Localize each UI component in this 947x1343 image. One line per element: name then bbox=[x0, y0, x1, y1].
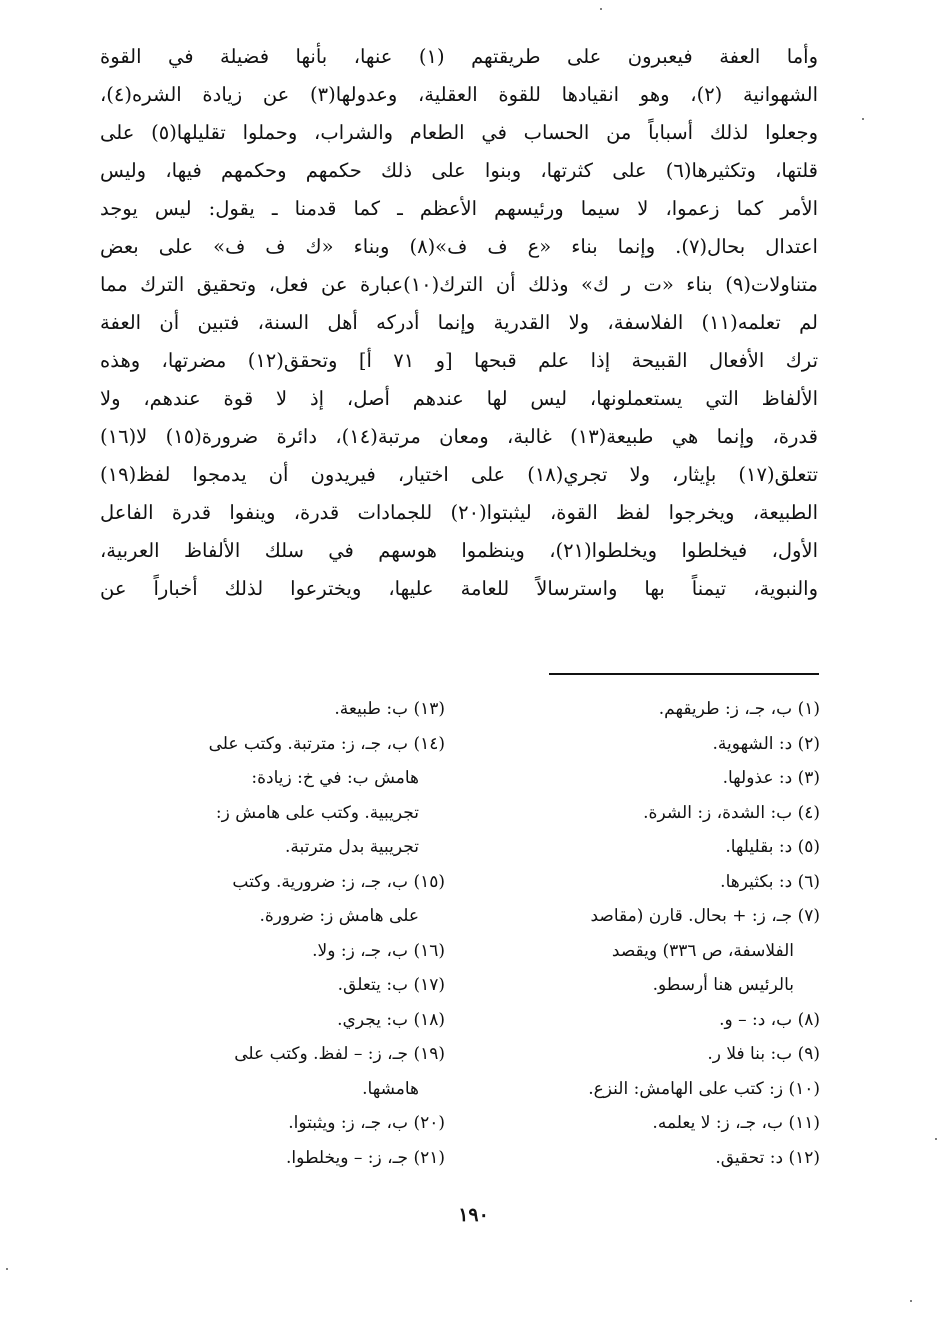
scan-speck bbox=[6, 1268, 8, 1270]
body-line: وجعلوا لذلك أسباباً من الحساب في الطعام والشراب، وحملوا تقليلها(٥) على bbox=[100, 121, 818, 144]
footnote-separator bbox=[549, 673, 819, 675]
footnote-continuation: تجريبية بدل مترتبة. bbox=[285, 837, 419, 857]
footnote-continuation: تجريبية. وكتب على هامش ز: bbox=[215, 802, 419, 823]
footnote: (١١) ب، جـ، ز: لا يعلمه. bbox=[652, 1113, 820, 1133]
body-line: تتعلق(١٧) بإيثار، ولا تجري(١٨) على اختيار، فيريدون أن يدمجوا لفظ(١٩) bbox=[100, 463, 818, 486]
footnote-continuation: بالرئيس هنا أرسطو. bbox=[652, 975, 794, 995]
footnote: (١٤) ب، جـ، ز: مترتبة. وكتب على bbox=[208, 733, 445, 754]
body-line: الألفاظ التي يستعملونها، ليس لها عندهم أصل، إذ لا قوة عندهم، ولا bbox=[100, 387, 818, 410]
body-line: ترك الأفعال القبيحة إذا علم قبحها [و ٧١ أ] وتحقق(١٢) مضرتها، وهذه bbox=[100, 349, 818, 372]
footnote: (١٨) ب: يجري. bbox=[337, 1009, 445, 1030]
footnote: (٢) د: الشهوية. bbox=[712, 733, 820, 754]
footnote: (٩) ب: بنا فلا ر. bbox=[707, 1044, 820, 1064]
footnote: (١٧) ب: يتعلق. bbox=[337, 975, 445, 995]
body-line: الأول، فيخلطوا ويخلطوا(٢١)، وينظموا هوسهم في سلك الألفاظ العربية، bbox=[100, 539, 818, 562]
footnote: (٧) جـ، ز: + بحال. قارن (مقاصد bbox=[590, 906, 820, 926]
footnote: (٨) ب، د: – و. bbox=[719, 1009, 820, 1030]
footnote: (١) ب، جـ، ز: طريقهم. bbox=[658, 699, 820, 719]
scan-speck bbox=[910, 1300, 912, 1302]
body-line: اعتدال بحال(٧). وإنما بناء «ع ف ف»(٨) وبناء «ك ف ف» على بعض bbox=[100, 235, 818, 258]
footnote: (١٩) جـ، ز: – لفظ. وكتب على bbox=[234, 1044, 445, 1064]
footnote: (٢٠) ب، جـ، ز: ويثبتوا. bbox=[288, 1113, 445, 1133]
body-line: وأما العفة فيعبرون على طريقتهم (١) عنها، بأنها فضيلة في القوة bbox=[100, 45, 818, 68]
scan-speck bbox=[935, 1138, 937, 1140]
footnote: (٢١) جـ، ز: – ويخلطوا. bbox=[286, 1147, 445, 1168]
footnote: (٥) د: بقليلها. bbox=[725, 837, 820, 857]
footnote: (١٥) ب، جـ، ز: ضرورية. وكتب bbox=[232, 871, 445, 892]
footnote: (٤) ب: الشدة، ز: الشرة. bbox=[643, 802, 820, 823]
footnote: (١٦) ب، جـ، ز: ولا. bbox=[312, 940, 445, 961]
page-number: ١٩٠ bbox=[458, 1204, 489, 1226]
body-line: قدرة، وإنما هي طبيعة(١٣) غالبة، ومعان مرتبة(١٤)، دائرة ضرورة(١٥) لا(١٦) bbox=[100, 425, 818, 448]
footnote-continuation: هامشها. bbox=[362, 1078, 419, 1099]
footnote: (١٢) د: تحقيق. bbox=[715, 1147, 820, 1168]
body-line: الأمر كما زعموا، لا سيما ورئيسهم الأعظم ـ كما قدمنا ـ يقول: ليس يوجد bbox=[100, 197, 818, 220]
body-line: متناولات(٩) بناء «ت ر ك» وذلك أن الترك(١٠)عبارة عن فعل، وتحقيق الترك مما bbox=[100, 273, 818, 296]
body-text bbox=[100, 38, 818, 608]
footnote: (٣) د: عذولها. bbox=[722, 768, 820, 788]
footnote: (٦) د: بكثيرها. bbox=[720, 871, 820, 892]
body-line: والنبوية، تيمناً بها واسترسالاً للعامة عليها، ويخترعوا لذلك أخباراً عن bbox=[100, 577, 818, 600]
footnotes-right-column bbox=[480, 692, 820, 1175]
footnote: (١٠) ز: كتب على الهامش: النزع. bbox=[588, 1078, 820, 1099]
body-line: الطبيعة، ويخرجوا لفظ القوة، ليثبتوا(٢٠) للجمادات قدرة، وينفوا قدرة الفاعل bbox=[100, 501, 818, 524]
footnote-continuation: الفلاسفة، ص ٣٣٦) ويقصد bbox=[611, 940, 794, 961]
footnote: (١٣) ب: طبيعة. bbox=[334, 699, 445, 719]
scan-speck bbox=[600, 8, 602, 10]
footnote-continuation: هامش ب: في خ: زيادة: bbox=[251, 768, 419, 788]
scan-speck bbox=[862, 118, 864, 120]
body-line: لم تعلمه(١١) الفلاسفة، ولا القدرية وإنما أدركه أهل السنة، فتبين أن العفة bbox=[100, 311, 818, 334]
body-line: قلتها، وتكثيرها(٦) على كثرتها، وبنوا على ذلك حكمهم وحكمهم فيها، وليس bbox=[100, 159, 818, 182]
body-line: الشهوانية (٢)، وهو انقيادها للقوة العقلية، وعدولها(٣) عن زيادة الشره(٤)، bbox=[100, 83, 818, 106]
footnote-continuation: على هامش ز: ضرورة. bbox=[259, 906, 419, 926]
footnotes-left-column bbox=[100, 692, 445, 1175]
